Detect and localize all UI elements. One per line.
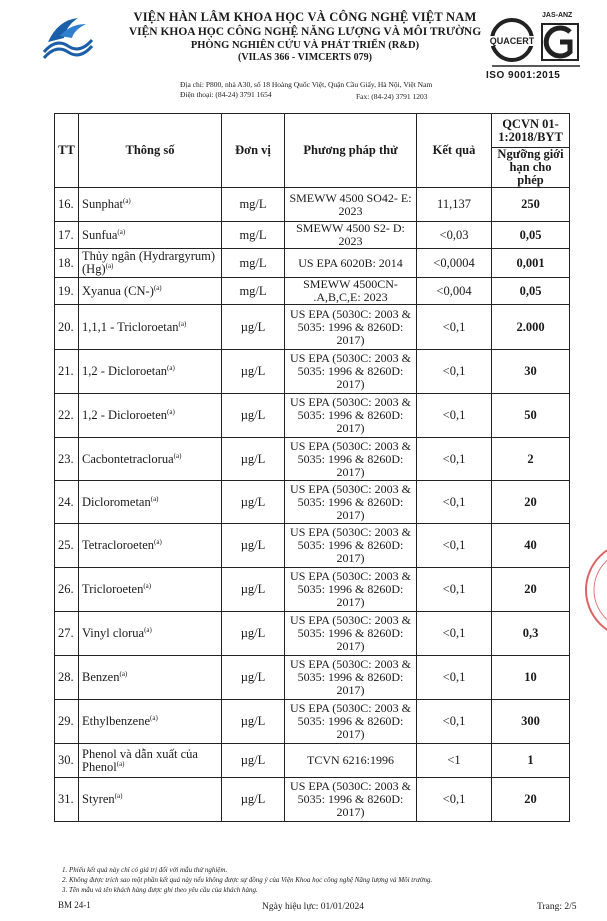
row-result: <0,1 — [417, 394, 492, 438]
row-param: Xyanua $(CN-)^{(a)}$ — [79, 278, 222, 305]
table-row — [55, 656, 570, 700]
accreditation-mark: (a) — [167, 363, 175, 372]
row-method: US EPA (5030C: 2003 & 5035: 1996 & 8260D: 2017) — [285, 524, 417, 568]
iso-label: ISO 9001:2015 — [486, 70, 561, 81]
row-limit: 0,05 — [492, 278, 570, 305]
row-method: SMEWW 4500 SO42- E: 2023 — [285, 188, 417, 222]
row-tt: 25. — [55, 524, 79, 568]
header-line-3: PHÒNG NGHIÊN CỨU VÀ PHÁT TRIỂN (R&D) — [190, 40, 420, 51]
row-tt: 27. — [55, 612, 79, 656]
row-unit: µg/L — [222, 778, 285, 822]
row-result: <0,1 — [417, 305, 492, 350]
row-method: US EPA (5030C: 2003 & 5035: 1996 & 8260D: 2017) — [285, 438, 417, 481]
row-method: US EPA (5030C: 2003 & 5035: 1996 & 8260D: 2017) — [285, 481, 417, 524]
row-tt: 19. — [55, 278, 79, 305]
row-limit: 1 — [492, 744, 570, 778]
row-unit: µg/L — [222, 612, 285, 656]
row-param: Thủy ngân (Hydrargyrum) $(Hg)^{(a)}$ — [79, 249, 222, 278]
row-method: US EPA (5030C: 2003 & 5035: 1996 & 8260D: 2017) — [285, 656, 417, 700]
col-header-method: Phương pháp thử — [285, 114, 417, 188]
row-result: <0,1 — [417, 524, 492, 568]
row-result: <0,1 — [417, 350, 492, 394]
table-row — [55, 524, 570, 568]
row-limit: 20 — [492, 481, 570, 524]
accreditation-mark: (a) — [122, 196, 131, 205]
row-tt: 17. — [55, 222, 79, 249]
row-tt: 29. — [55, 700, 79, 744]
row-unit: µg/L — [222, 744, 285, 778]
table-row — [55, 222, 570, 249]
row-limit: 0,05 — [492, 222, 570, 249]
table-row — [55, 188, 570, 222]
accreditation-mark: (a) — [153, 283, 162, 292]
row-result: <0,1 — [417, 568, 492, 612]
row-param: Benzen$^{(a)}$ — [79, 656, 222, 700]
row-tt: 16. — [55, 188, 79, 222]
row-unit: µg/L — [222, 394, 285, 438]
row-tt: 21. — [55, 350, 79, 394]
row-result: <0,1 — [417, 612, 492, 656]
table-row — [55, 700, 570, 744]
table-row — [55, 778, 570, 822]
results-table — [54, 113, 570, 822]
table-row — [55, 278, 570, 305]
row-limit: 250 — [492, 188, 570, 222]
accreditation-mark: (a) — [178, 319, 187, 328]
row-result: <0,0004 — [417, 249, 492, 278]
header-address: Địa chỉ: P800, nhà A30, số 18 Hoàng Quốc Việt, Quận Cầu Giấy, Hà Nội, Việt Nam — [180, 80, 433, 89]
row-unit: mg/L — [222, 188, 285, 222]
accreditation-mark: (a) — [173, 451, 182, 460]
row-method: TCVN 6216:1996 — [285, 744, 417, 778]
accreditation-mark: (a) — [105, 261, 114, 270]
row-tt: 18. — [55, 249, 79, 278]
row-result: <0,1 — [417, 656, 492, 700]
row-method: US EPA 6020B: 2014 — [285, 249, 417, 278]
quacert-text: QUACERT — [489, 36, 535, 46]
row-param: Vinyl clorua$^{(a)}$ — [79, 612, 222, 656]
row-result: <0,1 — [417, 481, 492, 524]
row-limit: 50 — [492, 394, 570, 438]
row-result: <1 — [417, 744, 492, 778]
accreditation-mark: (a) — [154, 537, 162, 546]
red-seal-stamp — [582, 530, 607, 650]
row-unit: µg/L — [222, 524, 285, 568]
row-param: Sunphat$^{(a)}$ — [79, 188, 222, 222]
row-param: Styren$^{(a)}$ — [79, 778, 222, 822]
row-unit: µg/L — [222, 700, 285, 744]
table-row — [55, 438, 570, 481]
table-row — [55, 305, 570, 350]
row-method: US EPA (5030C: 2003 & 5035: 1996 & 8260D: 2017) — [285, 305, 417, 350]
accreditation-mark: (a) — [143, 581, 152, 590]
accreditation-mark: (a) — [144, 625, 152, 634]
table-row — [55, 744, 570, 778]
row-result: <0,004 — [417, 278, 492, 305]
col-header-param: Thông số — [79, 114, 222, 188]
row-limit: 2.000 — [492, 305, 570, 350]
row-param: 1,2 - Dicloroeten$^{(a)}$ — [79, 394, 222, 438]
table-row — [55, 568, 570, 612]
row-unit: µg/L — [222, 481, 285, 524]
row-tt: 26. — [55, 568, 79, 612]
header-line-1: VIỆN HÀN LÂM KHOA HỌC VÀ CÔNG NGHỆ VIỆT NAM — [133, 10, 477, 24]
accreditation-mark: (a) — [150, 494, 159, 503]
table-row — [55, 481, 570, 524]
row-tt: 24. — [55, 481, 79, 524]
table-row — [55, 350, 570, 394]
effective-date: Ngày hiệu lực: 01/01/2024 — [262, 902, 364, 912]
row-limit: 10 — [492, 656, 570, 700]
row-tt: 30. — [55, 744, 79, 778]
table-row — [55, 394, 570, 438]
col-header-unit: Đơn vị — [222, 114, 285, 188]
row-param: 1,1,1 - Tricloroetan$^{(a)}$ — [79, 305, 222, 350]
jas-anz-label: JAS-ANZ — [542, 12, 573, 19]
row-result: 11,137 — [417, 188, 492, 222]
row-param: Cacbontetraclorua$^{(a)}$ — [79, 438, 222, 481]
row-param: Phenol và dẫn xuất của Phenol$^{(a)}$ — [79, 744, 222, 778]
row-limit: 300 — [492, 700, 570, 744]
row-method: US EPA (5030C: 2003 & 5035: 1996 & 8260D: 2017) — [285, 778, 417, 822]
row-unit: mg/L — [222, 249, 285, 278]
row-method: US EPA (5030C: 2003 & 5035: 1996 & 8260D: 2017) — [285, 612, 417, 656]
row-param: 1,2 - Dicloroetan$^{(a)}$ — [79, 350, 222, 394]
row-limit: 20 — [492, 568, 570, 612]
row-limit: 2 — [492, 438, 570, 481]
row-method: US EPA (5030C: 2003 & 5035: 1996 & 8260D: 2017) — [285, 700, 417, 744]
row-tt: 20. — [55, 305, 79, 350]
col-header-standard: QCVN 01-1:2018/BYT — [492, 114, 570, 148]
header-line-2: VIỆN KHOA HỌC CÔNG NGHỆ NĂNG LƯỢNG VÀ MÔI TRƯỜNG — [128, 26, 482, 38]
row-method: US EPA (5030C: 2003 & 5035: 1996 & 8260D: 2017) — [285, 350, 417, 394]
accreditation-mark: (a) — [117, 227, 126, 236]
row-unit: µg/L — [222, 568, 285, 612]
form-code: BM 24-1 — [58, 900, 91, 910]
table-row — [55, 612, 570, 656]
row-tt: 23. — [55, 438, 79, 481]
accreditation-mark: (a) — [150, 713, 158, 722]
footnote-2: 2. Không được trích sao một phần kết quả này nếu không được sự đồng ý của Viện Khoa học công nghệ Năng lượng và Môi trường. — [62, 876, 433, 884]
row-tt: 31. — [55, 778, 79, 822]
row-limit: 20 — [492, 778, 570, 822]
accreditation-mark: (a) — [167, 407, 175, 416]
row-unit: µg/L — [222, 350, 285, 394]
accreditation-mark: (a) — [116, 759, 125, 768]
row-result: <0,1 — [417, 700, 492, 744]
row-unit: mg/L — [222, 278, 285, 305]
accreditation-mark: (a) — [114, 791, 123, 800]
row-param: Diclorometan$^{(a)}$ — [79, 481, 222, 524]
row-limit: 0,001 — [492, 249, 570, 278]
footnote-3: 3. Tên mẫu và tên khách hàng được ghi theo yêu cầu của khách hàng. — [62, 886, 258, 894]
row-limit: 0,3 — [492, 612, 570, 656]
row-tt: 28. — [55, 656, 79, 700]
institute-logo — [38, 12, 94, 68]
col-header-limit: Ngưỡng giới hạn cho phép — [492, 148, 570, 188]
col-header-tt: TT — [55, 114, 79, 188]
accreditation-mark: (a) — [119, 669, 128, 678]
footnote-1: 1. Phiếu kết quả này chỉ có giá trị đối với mẫu thử nghiệm. — [62, 866, 228, 874]
row-param: Tetracloroeten$^{(a)}$ — [79, 524, 222, 568]
row-param: Tricloroeten$^{(a)}$ — [79, 568, 222, 612]
row-tt: 22. — [55, 394, 79, 438]
row-param: Sunfua$^{(a)}$ — [79, 222, 222, 249]
row-unit: µg/L — [222, 305, 285, 350]
row-method: US EPA (5030C: 2003 & 5035: 1996 & 8260D: 2017) — [285, 394, 417, 438]
table-row — [55, 249, 570, 278]
page-number: Trang: 2/5 — [537, 902, 577, 912]
row-result: <0,03 — [417, 222, 492, 249]
row-limit: 30 — [492, 350, 570, 394]
row-param: Ethylbenzene$^{(a)}$ — [79, 700, 222, 744]
row-result: <0,1 — [417, 778, 492, 822]
row-method: SMEWW 4500 S2- D: 2023 — [285, 222, 417, 249]
header-phone: Điện thoại: (84-24) 3791 1654 — [180, 90, 272, 99]
row-method: US EPA (5030C: 2003 & 5035: 1996 & 8260D: 2017) — [285, 568, 417, 612]
row-limit: 40 — [492, 524, 570, 568]
col-header-result: Kết quả — [417, 114, 492, 188]
row-unit: mg/L — [222, 222, 285, 249]
row-result: <0,1 — [417, 438, 492, 481]
header-line-4: (VILAS 366 - VIMCERTS 079) — [238, 52, 372, 63]
row-unit: µg/L — [222, 438, 285, 481]
row-unit: µg/L — [222, 656, 285, 700]
header-fax: Fax: (84-24) 3791 1203 — [356, 92, 428, 101]
row-method: SMEWW 4500CN- .A,B,C,E: 2023 — [285, 278, 417, 305]
